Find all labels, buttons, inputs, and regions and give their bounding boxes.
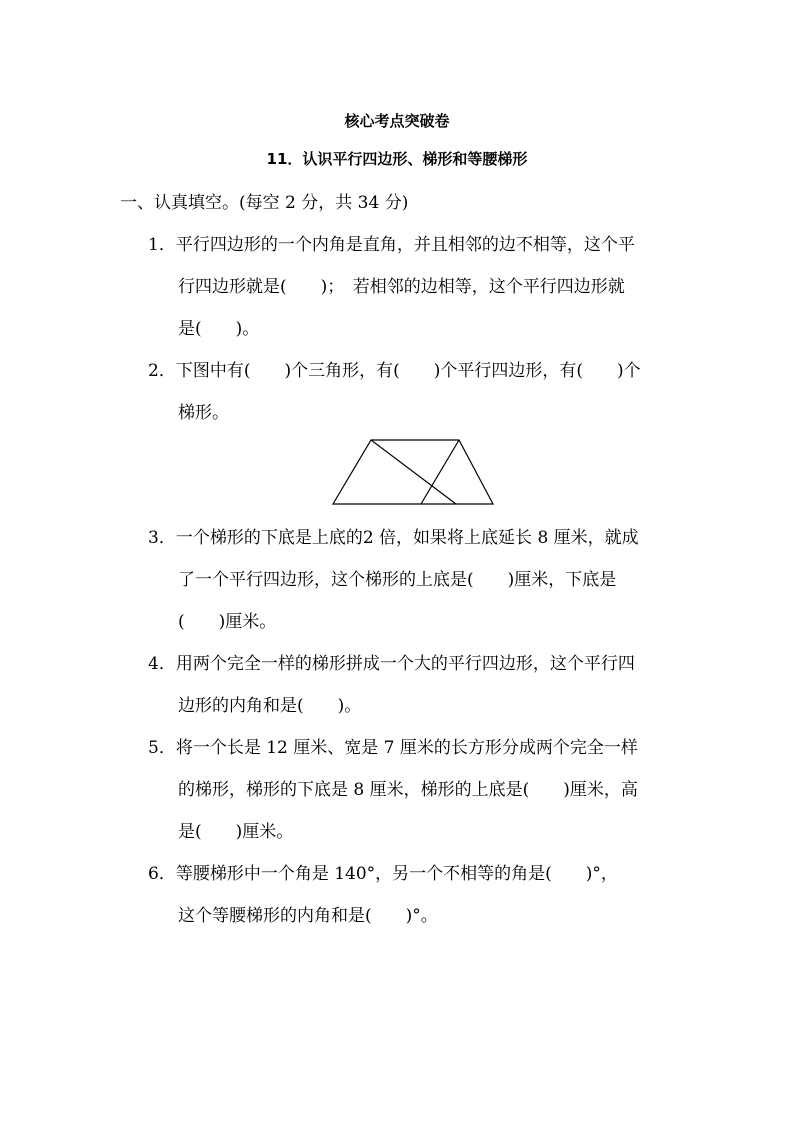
question-4-line-1: 4．用两个完全一样的梯形拼成一个大的平行四边形，这个平行四 — [148, 654, 635, 674]
question-6-line-2: 这个等腰梯形的内角和是( )°。 — [178, 906, 438, 926]
section-heading: 一、认真填空。(每空 2 分，共 34 分) — [120, 193, 409, 213]
question-1-line-2: 行四边形就是( )； 若相邻的边相等，这个平行四边形就 — [178, 277, 625, 297]
inner-side-line — [421, 440, 459, 504]
diagonal-line — [371, 440, 456, 504]
page-subtitle: 11．认识平行四边形、梯形和等腰梯形 — [266, 150, 528, 168]
question-5-line-2: 的梯形，梯形的下底是 8 厘米，梯形的上底是( )厘米，高 — [178, 780, 638, 800]
page-title: 核心考点突破卷 — [344, 112, 450, 130]
question-1-line-3: 是( )。 — [178, 319, 260, 339]
question-1-line-1: 1．平行四边形的一个内角是直角，并且相邻的边不相等，这个平 — [148, 235, 635, 255]
question-3-line-1: 3．一个梯形的下底是上底的2 倍，如果将上底延长 8 厘米，就成 — [148, 528, 639, 548]
question-5-line-3: 是( )厘米。 — [178, 822, 294, 842]
question-5-line-1: 5．将一个长是 12 厘米、宽是 7 厘米的长方形分成两个完全一样 — [148, 738, 638, 758]
question-6-line-1: 6．等腰梯形中一个角是 140°，另一个不相等的角是( )°， — [148, 864, 618, 884]
trapezoid-figure — [330, 437, 496, 511]
question-4-line-2: 边形的内角和是( )。 — [178, 696, 362, 716]
question-2-line-2: 梯形。 — [178, 403, 229, 423]
question-3-line-2: 了一个平行四边形，这个梯形的上底是( )厘米，下底是 — [178, 570, 617, 590]
question-3-line-3: ( )厘米。 — [178, 612, 277, 632]
question-2-line-1: 2．下图中有( )个三角形，有( )个平行四边形，有( )个 — [148, 361, 641, 381]
